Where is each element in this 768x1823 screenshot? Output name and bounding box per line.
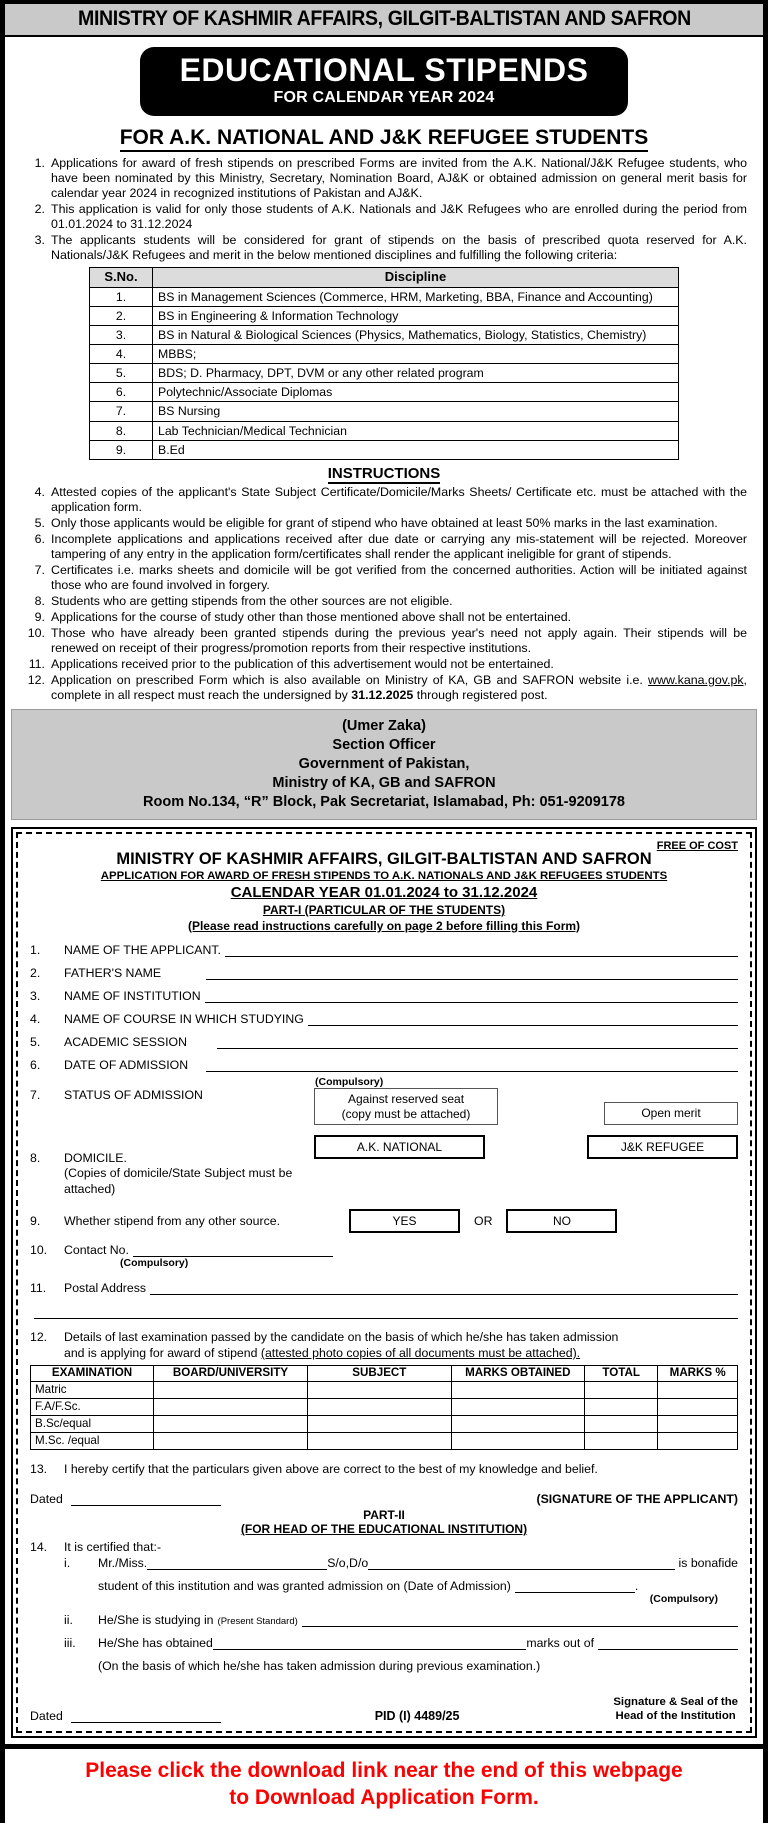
exam-cell-board[interactable] [154,1415,308,1432]
instruction-item [23,610,747,625]
form-field-row [30,1035,738,1049]
exam-cell-subject[interactable] [308,1432,452,1449]
mr-miss-label: Mr./Miss. [98,1555,148,1570]
exam-details-row [30,1330,738,1361]
present-standard-input[interactable] [302,1615,738,1627]
exam-cell-percent[interactable] [658,1381,738,1398]
instruction-number: 8. [34,593,45,608]
table-row [90,325,679,344]
dated-label-institution: Dated [30,1709,63,1724]
notice-list [5,156,763,263]
cell-discipline: BS Nursing [153,402,679,421]
exam-cell-marks-obtained[interactable] [451,1432,584,1449]
officer-ministry: Ministry of KA, GB and SAFRON [272,775,496,792]
exam-cell-percent[interactable] [658,1398,738,1415]
field-number: 1. [30,943,41,958]
field-number: 7. [30,1088,41,1103]
field-number: 4. [30,1012,41,1027]
dated-input-institution[interactable] [71,1711,221,1723]
ministry-title: MINISTRY OF KASHMIR AFFAIRS, GILGIT-BALTISTAN AND SAFRON [77,7,691,30]
dated-label: Dated [30,1491,63,1506]
cell-discipline: Polytechnic/Associate Diplomas [153,383,679,402]
part2-title: PART-II [363,1507,405,1522]
parent-name-input[interactable] [368,1558,674,1570]
cell-discipline: BDS; D. Pharmacy, DPT, DVM or any other related program [153,364,679,383]
notice-number: 3. [34,232,45,247]
certification-text: I hereby certify that the particulars given above are correct to the best of my knowledge and belief. [64,1461,598,1476]
seal-line2: Head of the Institution [615,1710,736,1723]
discipline-table [89,267,679,460]
field-number: 12. [30,1330,48,1345]
exam-cell-board[interactable] [154,1432,308,1449]
notice-number: 2. [34,201,45,216]
instruction-text: Certificates i.e. marks sheets and domicile will be got verified from the concerned authorities. Action will be initiated against those who are found involved in forgery. [51,562,747,592]
officer-government: Government of Pakistan, [298,756,470,773]
field-label: FATHER'S NAME [64,966,162,981]
download-notice [5,1749,763,1823]
certification-row [30,1462,738,1476]
field-label: NAME OF THE APPLICANT. [64,943,221,958]
dated-group-institution [30,1709,221,1723]
free-of-cost-label: FREE OF COST [656,840,738,853]
domicile-row [30,1135,738,1197]
instruction-item [23,594,747,609]
field-number: 13. [30,1461,48,1476]
instructions-heading-text: INSTRUCTIONS [327,464,441,482]
field-number: 14. [30,1539,48,1554]
compulsory-note-admission: (Compulsory) [649,1592,718,1605]
cell-sno: 1. [90,287,153,306]
form-field-row [30,1012,738,1026]
exam-details-line2 [64,1346,738,1361]
cell-discipline: BS in Management Sciences (Commerce, HRM, Marketing, BBA, Finance and Accounting) [153,287,679,306]
form-ministry-title: MINISTRY OF KASHMIR AFFAIRS, GILGIT-BALTISTAN AND SAFRON [116,850,652,869]
option-against-reserved-seat[interactable] [314,1088,498,1125]
exam-row-label: Matric [31,1381,154,1398]
cell-sno: 3. [90,325,153,344]
pid-number: PID (I) 4489/25 [374,1709,460,1724]
instruction-number: 11. [28,656,45,671]
field-number: 3. [30,989,41,1004]
field-label: NAME OF INSTITUTION [64,989,201,1004]
examination-table [30,1365,738,1450]
instructions-heading [5,465,763,482]
is-bonafide-label: is bonafide [678,1555,738,1570]
instr12-part2: , complete in all respect must reach the undersigned by [51,672,747,702]
field-number: 6. [30,1058,41,1073]
table-row [31,1381,738,1398]
cell-sno: 5. [90,364,153,383]
table-row [90,364,679,383]
table-row [90,383,679,402]
dated-group-applicant [30,1492,221,1506]
instruction-text: Attested copies of the applicant's State Subject Certificate/Domicile/Marks Sheets/ Certificate etc. must be attached with the application form. [51,484,747,514]
certify-compulsory-row [30,1593,738,1605]
previous-exam-note: (On the basis of which he/she has taken admission during previous examination.) [98,1658,541,1673]
certify-item-ii-row [30,1613,738,1627]
postal-address-row2 [30,1306,738,1319]
instruction-item [23,516,747,531]
officer-address: Room No.134, “R” Block, Pak Secretariat, Islamabad, Ph: 051-9209178 [143,794,625,811]
form-field-row [30,989,738,1003]
field-number: 9. [30,1214,41,1229]
roman-number-iii: iii. [64,1635,76,1650]
form-calendar-year: CALENDAR YEAR 01.01.2024 to 31.12.2024 [230,884,538,902]
subject-heading [5,126,763,150]
download-notice-line2: to Download Application Form. [229,1785,539,1809]
institution-certification-intro: It is certified that:- [64,1539,162,1554]
instruction-number: 6. [34,531,45,546]
notice-item [23,202,747,232]
exam-cell-marks-obtained[interactable] [451,1381,584,1398]
table-row [90,344,679,363]
contact-no-input[interactable] [133,1244,333,1257]
name-of-course-input[interactable] [308,1013,738,1026]
banner-title: EDUCATIONAL STIPENDS [179,52,589,88]
notice-number: 1. [34,155,45,170]
table-row [90,440,679,459]
father-name-input[interactable] [206,967,738,980]
granted-admission-label: student of this institution and was granted admission on (Date of Admission) [98,1578,511,1593]
field-number: 8. [30,1150,41,1165]
option-jk-refugee[interactable]: J&K REFUGEE [587,1135,738,1159]
field-label: ACADEMIC SESSION [64,1035,187,1050]
form-field-row [30,1058,738,1072]
option-yes[interactable]: YES [349,1209,460,1233]
field-label: Whether stipend from any other source. [64,1214,280,1229]
cell-sno: 6. [90,383,153,402]
cell-discipline: MBBS; [153,344,679,363]
postal-address-input-line2[interactable] [34,1306,738,1319]
studying-in-label: He/She is studying in [98,1612,214,1627]
marks-out-of-label: marks out of [526,1635,594,1650]
table-row [31,1398,738,1415]
col-header-examination: EXAMINATION [31,1366,154,1382]
form-read-instructions-note: (Please read instructions carefully on page 2 before filling this Form) [187,918,581,933]
exam-cell-board[interactable] [154,1398,308,1415]
so-do-label: S/o,D/o [327,1555,369,1570]
form-application-title: APPLICATION FOR AWARD OF FRESH STIPENDS TO A.K. NATIONALS AND J&K REFUGEES STUDENTS [100,870,668,883]
instruction-item-12 [23,673,747,703]
cell-sno: 7. [90,402,153,421]
signature-of-applicant-label: (SIGNATURE OF THE APPLICANT) [536,1491,738,1506]
exam-cell-total[interactable] [585,1398,658,1415]
field-label: NAME OF COURSE IN WHICH STUDYING [64,1012,304,1027]
other-stipend-row [30,1209,738,1233]
instruction-number: 12. [27,672,45,687]
instruction-item [23,485,747,515]
compulsory-note-contact: (Compulsory) [120,1257,189,1270]
instruction-text: Incomplete applications and applications received after due date or carrying any mis-statement will be rejected. Moreover tampering of any entry in the application form/certificates shall render the applicant ineligible for grant of stipends. [51,531,747,561]
option-reserved-seat-line2: (copy must be attached) [341,1106,471,1121]
cell-discipline: BS in Engineering & Information Technology [153,306,679,325]
form-field-row [30,943,738,957]
instructions-list [5,485,763,703]
exam-cell-marks-obtained[interactable] [451,1398,584,1415]
exam-cell-total[interactable] [585,1381,658,1398]
field-number: 10. [30,1243,48,1258]
applicant-signature-row [30,1492,738,1506]
contact-compulsory-row [30,1257,738,1269]
cell-sno: 9. [90,440,153,459]
exam-cell-marks-obtained[interactable] [451,1415,584,1432]
educational-stipends-banner [140,47,629,116]
form-footer-row [30,1695,738,1724]
academic-session-input[interactable] [217,1036,738,1049]
certify-item-iii-note-row [30,1659,738,1673]
table-row [90,306,679,325]
application-form [16,832,752,1733]
roman-number-ii: ii. [64,1612,73,1627]
cell-sno: 2. [90,306,153,325]
col-header-discipline: Discipline [153,267,679,287]
compulsory-note-q7: (Compulsory) [315,1076,384,1089]
exam-cell-total[interactable] [585,1432,658,1449]
institution-certification-row [30,1540,738,1554]
exam-cell-percent[interactable] [658,1432,738,1449]
instruction-text: Applications received prior to the publication of this advertisement would not be entertained. [51,656,554,671]
cell-discipline: BS in Natural & Biological Sciences (Physics, Mathematics, Biology, Statistics, Chemistry) [153,325,679,344]
form-part1-title: PART-I (PARTICULAR OF THE STUDENTS) [262,902,506,917]
instruction-item [23,532,747,562]
discipline-table-container [5,264,763,460]
domicile-sub-line1: (Copies of domicile/State Subject must be [64,1166,293,1181]
exam-cell-total[interactable] [585,1415,658,1432]
cell-sno: 8. [90,421,153,440]
name-of-institution-input[interactable] [205,990,738,1003]
instruction-text: Only those applicants would be eligible for grant of stipend who have obtained at least 50% marks in the last examination. [51,515,718,530]
instruction-text-12 [51,673,747,703]
col-header-marks-percent: MARKS % [658,1366,738,1382]
exam-details-line2-underlined: (attested photo copies of all documents must be attached). [260,1345,581,1360]
notice-text: The applicants students will be considered for grant of stipends on the basis of prescribed quota reserved for A.K. Nationals/J&K Refugees and merit in the below mentioned disciplines and fulfilling the following criteria: [51,232,747,262]
exam-table-header-row [31,1366,738,1382]
notice-item [23,156,747,201]
seal-line1: Signature & Seal of the [613,1695,738,1708]
roman-number-i: i. [64,1555,71,1570]
table-row [31,1432,738,1449]
officer-name: (Umer Zaka) [342,717,426,734]
exam-details-line2-plain: and is applying for award of stipend [64,1345,261,1360]
instr12-part3: through registered post. [413,687,548,702]
compulsory-note-row [30,1076,738,1088]
instruction-text: Applications for the course of study other than those mentioned above shall not be entertained. [51,609,572,624]
exam-cell-subject[interactable] [308,1415,452,1432]
postal-address-row [30,1281,738,1295]
col-header-marks-obtained: MARKS OBTAINED [451,1366,584,1382]
instruction-text: Students who are getting stipends from the other sources are not eligible. [51,593,453,608]
option-open-merit[interactable]: Open merit [604,1102,738,1124]
field-label: Postal Address [64,1281,147,1296]
field-number: 2. [30,966,41,981]
application-form-outer [11,827,757,1738]
exam-cell-percent[interactable] [658,1415,738,1432]
instruction-item [23,563,747,593]
status-of-admission-row [30,1088,738,1125]
instruction-number: 9. [34,609,45,624]
exam-details-text [64,1330,738,1361]
exam-details-line1: Details of last examination passed by the candidate on the basis of which he/she has taken admission [64,1330,619,1345]
has-obtained-label: He/She has obtained [98,1635,213,1650]
table-row [31,1415,738,1432]
banner-subtitle: FOR CALENDAR YEAR 2024 [273,88,495,106]
table-row [90,421,679,440]
option-no[interactable]: NO [506,1209,617,1233]
exam-row-label: F.A/F.Sc. [31,1398,154,1415]
field-number: 5. [30,1035,41,1050]
marks-total-input[interactable] [598,1638,738,1650]
notice-item [23,233,747,263]
table-row [90,402,679,421]
col-header-total: TOTAL [585,1366,658,1382]
date-of-admission-input[interactable] [206,1059,738,1072]
notice-text: Applications for award of fresh stipends on prescribed Forms are invited from the A.K. National/J&K Refugee students, who have been nominated by this Ministry, Secretary, Nomination Board, AJ&K or obtained admission on general merit basis for calendar year 2024 in recognized institutions of Pakistan and AJ&K. [51,155,747,200]
option-reserved-seat-line1: Against reserved seat [347,1092,465,1107]
col-header-sno: S.No. [90,267,153,287]
instruction-number: 4. [34,484,45,499]
officer-signature-block [11,709,757,821]
certify-item-iii-row [30,1636,738,1650]
exam-cell-board[interactable] [154,1381,308,1398]
seal-block [613,1695,738,1724]
exam-cell-subject[interactable] [308,1398,452,1415]
instruction-number: 5. [34,515,45,530]
instruction-item [23,657,747,672]
certify-item-i-row [30,1556,738,1570]
cell-discipline: Lab Technician/Medical Technician [153,421,679,440]
postal-address-input-line1[interactable] [150,1282,738,1295]
ministry-header-bar [5,0,763,37]
or-separator: OR [474,1214,493,1229]
certify-item-i-line2: student of this institution and was granted admission on (Date of Admission) . [98,1578,639,1593]
instruction-number: 10. [27,625,45,640]
discipline-table-header-row [90,267,679,287]
officer-designation: Section Officer [332,736,436,753]
notice-text: This application is valid for only those students of A.K. Nationals and J&K Refugees who are enrolled during the period from 01.01.2024 to 31.12.2024 [51,201,747,231]
field-number: 11. [30,1281,47,1296]
instruction-number: 7. [34,562,45,577]
domicile-sub-line2: attached) [64,1181,116,1196]
download-notice-line1: Please click the download link near the end of this webpage [85,1759,683,1783]
table-row [90,287,679,306]
cell-discipline: B.Ed [153,440,679,459]
kana-website-link[interactable]: www.kana.gov.pk [648,672,744,687]
domicile-label-group [64,1135,314,1197]
student-name-input[interactable] [147,1558,327,1570]
col-header-subject: SUBJECT [308,1366,452,1382]
instruction-item [23,626,747,656]
field-label: Contact No. [64,1243,129,1258]
option-ak-national[interactable]: A.K. NATIONAL [314,1135,485,1159]
banner-container [5,37,763,120]
present-standard-note: (Present Standard) [217,1615,298,1627]
marks-obtained-input[interactable] [213,1638,526,1650]
dated-input-applicant[interactable] [71,1494,221,1506]
form-field-row [30,966,738,980]
exam-cell-subject[interactable] [308,1381,452,1398]
cell-sno: 4. [90,344,153,363]
instruction-text: Those who have already been granted stipends during the previous year's need not apply again. Their stipends will be renewed on receipt of their progress/promotion reports from their respective institutions. [51,625,747,655]
name-of-applicant-input[interactable] [225,944,738,957]
date-of-admission-inst-input[interactable] [515,1581,635,1593]
col-header-board-university: BOARD/UNIVERSITY [154,1366,308,1382]
field-label: STATUS OF ADMISSION [64,1088,203,1103]
exam-row-label: M.Sc. /equal [31,1432,154,1449]
deadline-date: 31.12.2025 [351,687,414,702]
contact-no-row [30,1243,738,1257]
exam-row-label: B.Sc/equal [31,1415,154,1432]
field-label: DATE OF ADMISSION [64,1058,189,1073]
field-label: DOMICILE. [64,1150,127,1165]
instr12-part1: Application on prescribed Form which is also available on Ministry of KA, GB and SAFRON website i.e. [51,672,649,687]
subject-heading-text: FOR A.K. NATIONAL AND J&K REFUGEE STUDENTS [120,126,649,152]
part2-subtitle: (FOR HEAD OF THE EDUCATIONAL INSTITUTION) [240,1521,528,1536]
